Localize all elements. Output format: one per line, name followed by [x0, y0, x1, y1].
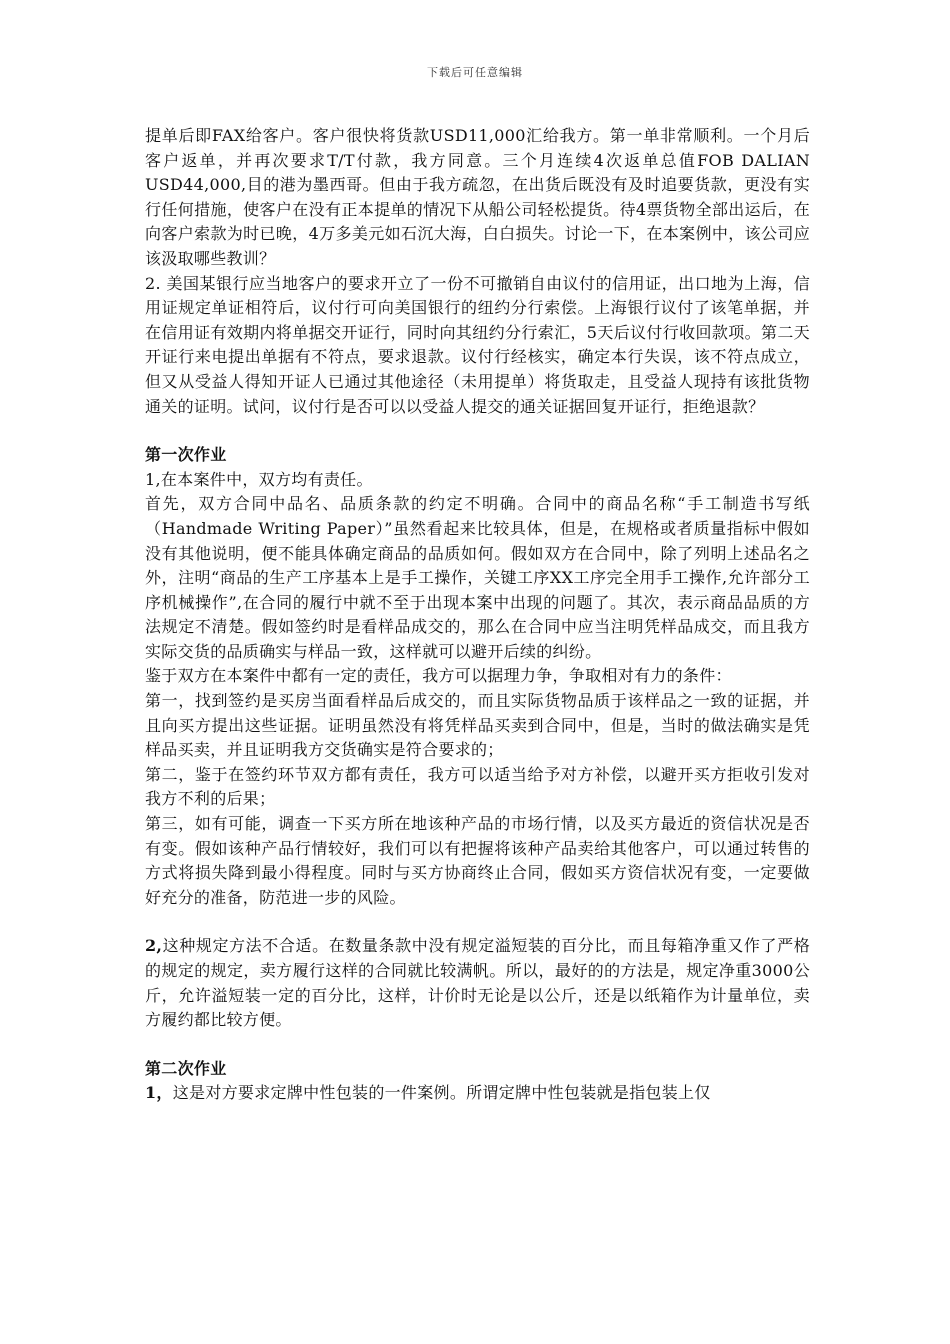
answer-number: 2, [145, 936, 163, 956]
hw1-paragraph-3: 第一，找到签约是买房当面看样品后成交的，而且实际货物品质于该样品之一致的证据，并且向买方提出这些证据。证明虽然没有将凭样品买卖到合同中，但是，当时的做法确实是凭样品买卖，并且证明我方交货确实是符合要求的； [145, 691, 810, 760]
hw2-answer-1 [145, 1081, 810, 1106]
spacer [145, 1033, 810, 1057]
page-header: 下载后可任意编辑 [427, 66, 523, 79]
answer-number: 1， [145, 1083, 173, 1103]
answer-text: 这是对方要求定牌中性包装的一件案例。所谓定牌中性包装就是指包装上仅 [172, 1083, 711, 1103]
hw1-paragraph-5: 第三，如有可能，调查一下买方所在地该种产品的市场行情，以及买方最近的资信状况是否有变。假如该种产品行情较好，我们可以有把握将该种产品卖给其他客户，可以通过转售的方式将损失降到最小得程度。同时与买方协商终止合同，假如买方资信状况有变，一定要做好充分的准备，防范进一步的风险。 [145, 814, 810, 907]
section-title-homework-1: 第一次作业 [145, 445, 227, 465]
document-body [145, 124, 810, 1106]
spacer [145, 419, 810, 443]
hw1-paragraph-4: 第二，鉴于在签约环节双方都有责任，我方可以适当给予对方补偿，以避开买方拒收引发对我方不利的后果； [145, 764, 810, 809]
answer-text: 这种规定方法不合适。在数量条款中没有规定溢短装的百分比，而且每箱净重又作了严格的规定的规定，卖方履行这样的合同就比较满帆。所以，最好的的方法是，规定净重3000公斤，允许溢短装一定的百分比，这样，计价时无论是以公斤，还是以纸箱作为计量单位，卖方履约都比较方便。 [145, 936, 810, 1030]
spacer [145, 910, 810, 934]
hw1-paragraph-2: 鉴于双方在本案件中都有一定的责任，我方可以据理力争，争取相对有力的条件： [145, 666, 732, 686]
hw1-paragraph-1: 首先，双方合同中品名、品质条款的约定不明确。合同中的商品名称“手工制造书写纸（Handmade Writing Paper）”虽然看起来比较具体，但是，在规格或者质量指标中假如没有其他说明，便不能具体确定商品的品质如何。假如双方在合同中，除了列明上述品名之外，注明“商品的生产工序基本上是手工操作，关键工序XX工序完全用手工操作,允许部分工序机械操作”,在合同的履行中就不至于出现本案中出现的问题了。其次，表示商品品质的方法规定不清楚。假如签约时是看样品成交的，那么在合同中应当注明凭样品成交，而且我方实际交货的品质确实与样品一致，这样就可以避开后续的纠纷。 [145, 494, 810, 661]
intro-question-2: 2. 美国某银行应当地客户的要求开立了一份不可撤销自由议付的信用证，出口地为上海，信用证规定单证相符后，议付行可向美国银行的纽约分行索偿。上海银行议付了该笔单据，并在信用证有效期内将单据交开证行，同时向其纽约分行索汇，5天后议付行收回款项。第二天开证行来电提出单据有不符点，要求退款。议付行经核实，确定本行失误，该不符点成立，但又从受益人得知开证人已通过其他途径（未用提单）将货取走，且受益人现持有该批货物通关的证明。试问，议付行是否可以以受益人提交的通关证据回复开证行，拒绝退款？ [145, 273, 810, 416]
intro-paragraph-1: 提单后即FAX给客户。客户很快将货款USD11,000汇给我方。第一单非常顺利。一个月后客户返单，并再次要求T/T付款，我方同意。三个月连续4次返单总值FOB DALIAN USD44,000,目的港为墨西哥。但由于我方疏忽，在出货后既没有及时追要货款，更没有实行任何措施，使客户在没有正本提单的情况下从船公司轻松提货。待4票货物全部出运后，在向客户索款为时已晚，4万多美元如石沉大海，白白损失。讨论一下，在本案例中，该公司应该汲取哪些教训？ [145, 126, 810, 268]
section-title-homework-2: 第二次作业 [145, 1058, 227, 1078]
hw1-answer-2 [145, 934, 810, 1032]
hw1-answer-1-intro: 1,在本案件中，双方均有责任。 [145, 469, 373, 489]
